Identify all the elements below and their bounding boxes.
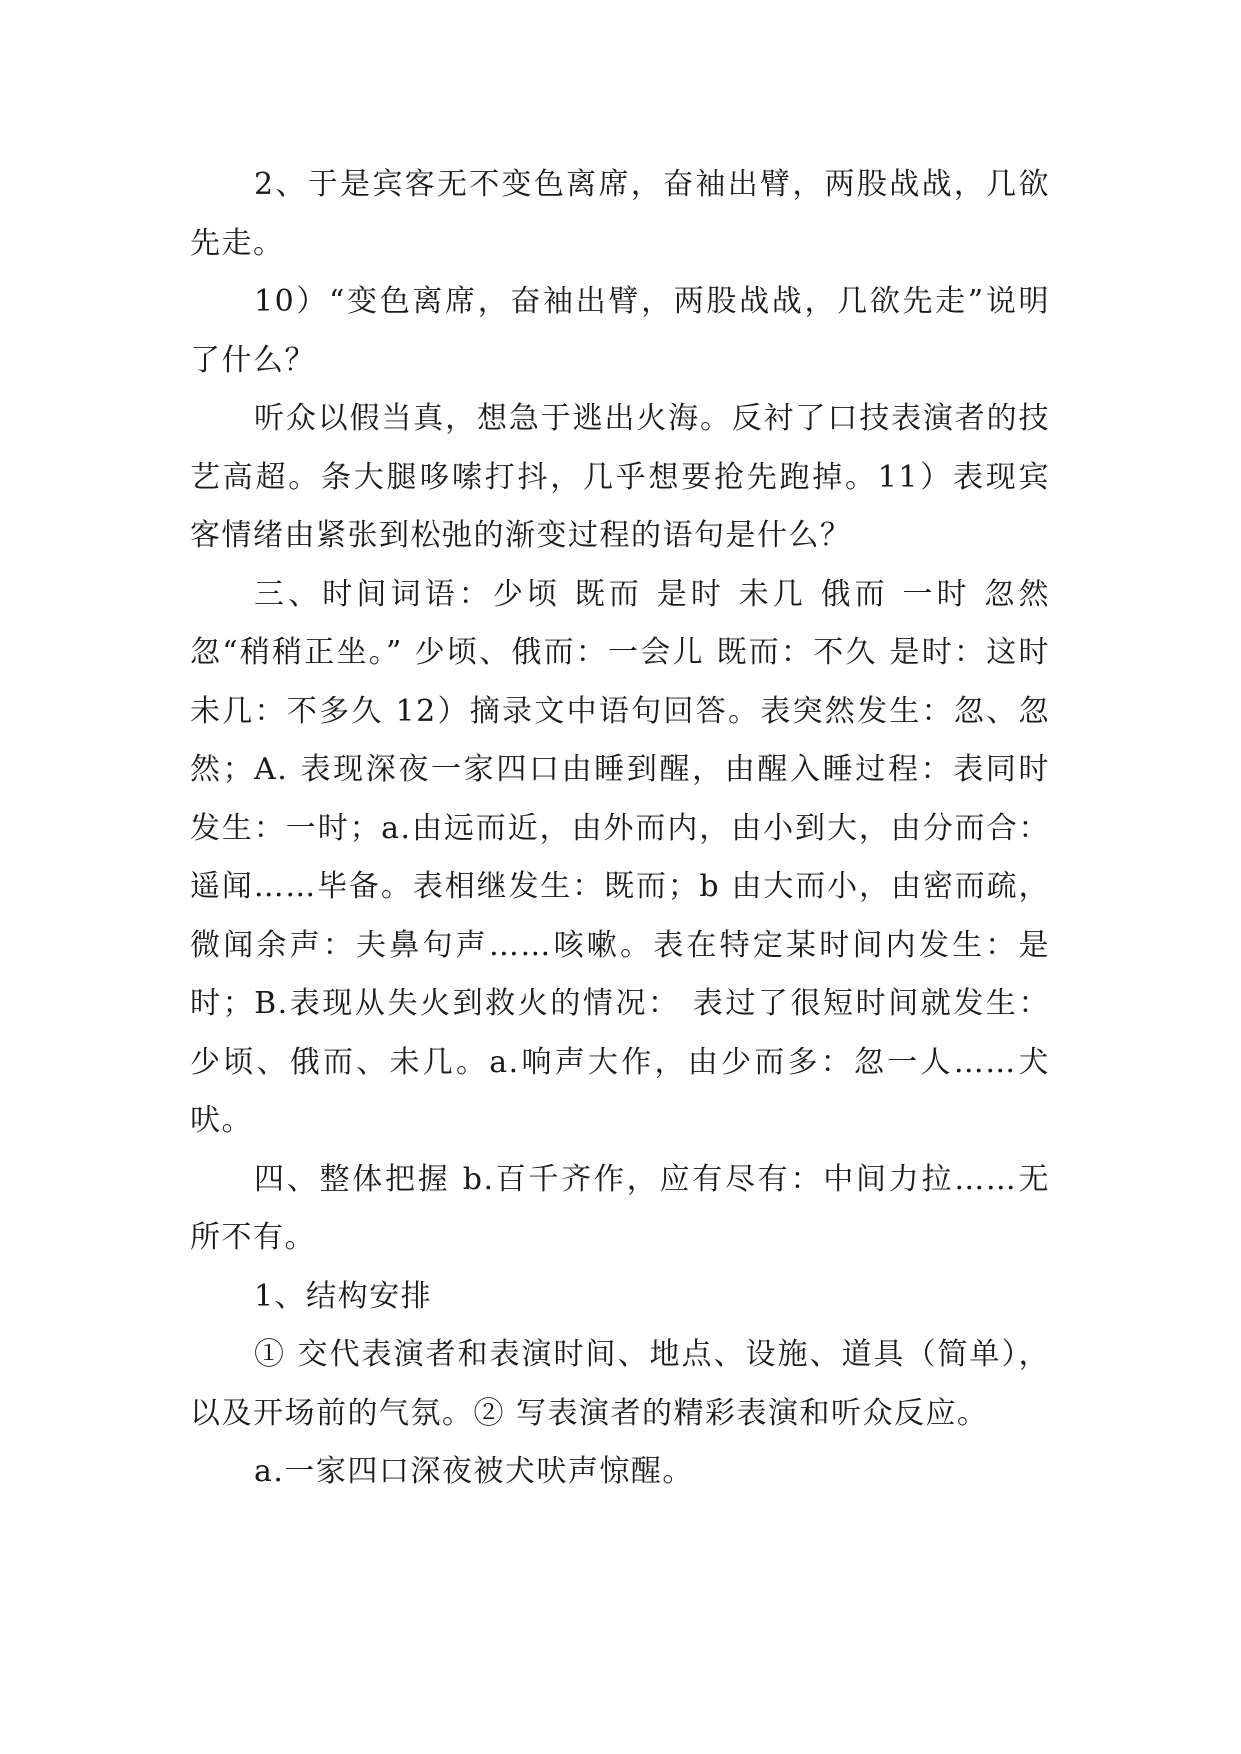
paragraph-8: a.一家四口深夜被犬吠声惊醒。 <box>254 1454 694 1489</box>
paragraph-2: 10）“变色离席，奋袖出臂，两股战战，几欲先走”说明了什么？ <box>190 284 1050 378</box>
document-body <box>190 156 1050 1502</box>
paragraph-4: 三、时间词语：少顷 既而 是时 未几 俄而 一时 忽然 忽“稍稍正坐。” 少顷、俄而：一会儿 既而：不久 是时：这时 未几：不多久 12）摘录文中语句回答。表突然发生：忽、忽然；A. 表现深夜一家四口由睡到醒，由醒入睡过程：表同时发生：一时；a.由远而近，由外而内，由小到大，由分而合：遥闻……毕备。表相继发生：既而；b 由大而小，由密而疏，微闻余声：夫鼻句声……咳嗽。表在特定某时间内发生：是时；B.表现从失火到救火的情况： 表过了很短时间就发生：少顷、俄而、未几。a.响声大作，由少而多：忽一人……犬吠。 <box>190 576 1050 1138</box>
paragraph-1: 2、于是宾客无不变色离席，奋袖出臂，两股战战，几欲先走。 <box>190 167 1050 261</box>
paragraph-5: 四、整体把握 b.百千齐作，应有尽有：中间力拉……无所不有。 <box>190 1161 1050 1255</box>
paragraph-6: 1、结构安排 <box>254 1278 433 1314</box>
paragraph-3: 听众以假当真，想急于逃出火海。反衬了口技表演者的技艺高超。条大腿哆嗦打抖，几乎想要抢先跑掉。11）表现宾客情绪由紧张到松弛的渐变过程的语句是什么？ <box>190 401 1050 553</box>
paragraph-7: ① 交代表演者和表演时间、地点、设施、道具（简单），以及开场前的气氛。② 写表演者的精彩表演和听众反应。 <box>190 1337 1050 1431</box>
